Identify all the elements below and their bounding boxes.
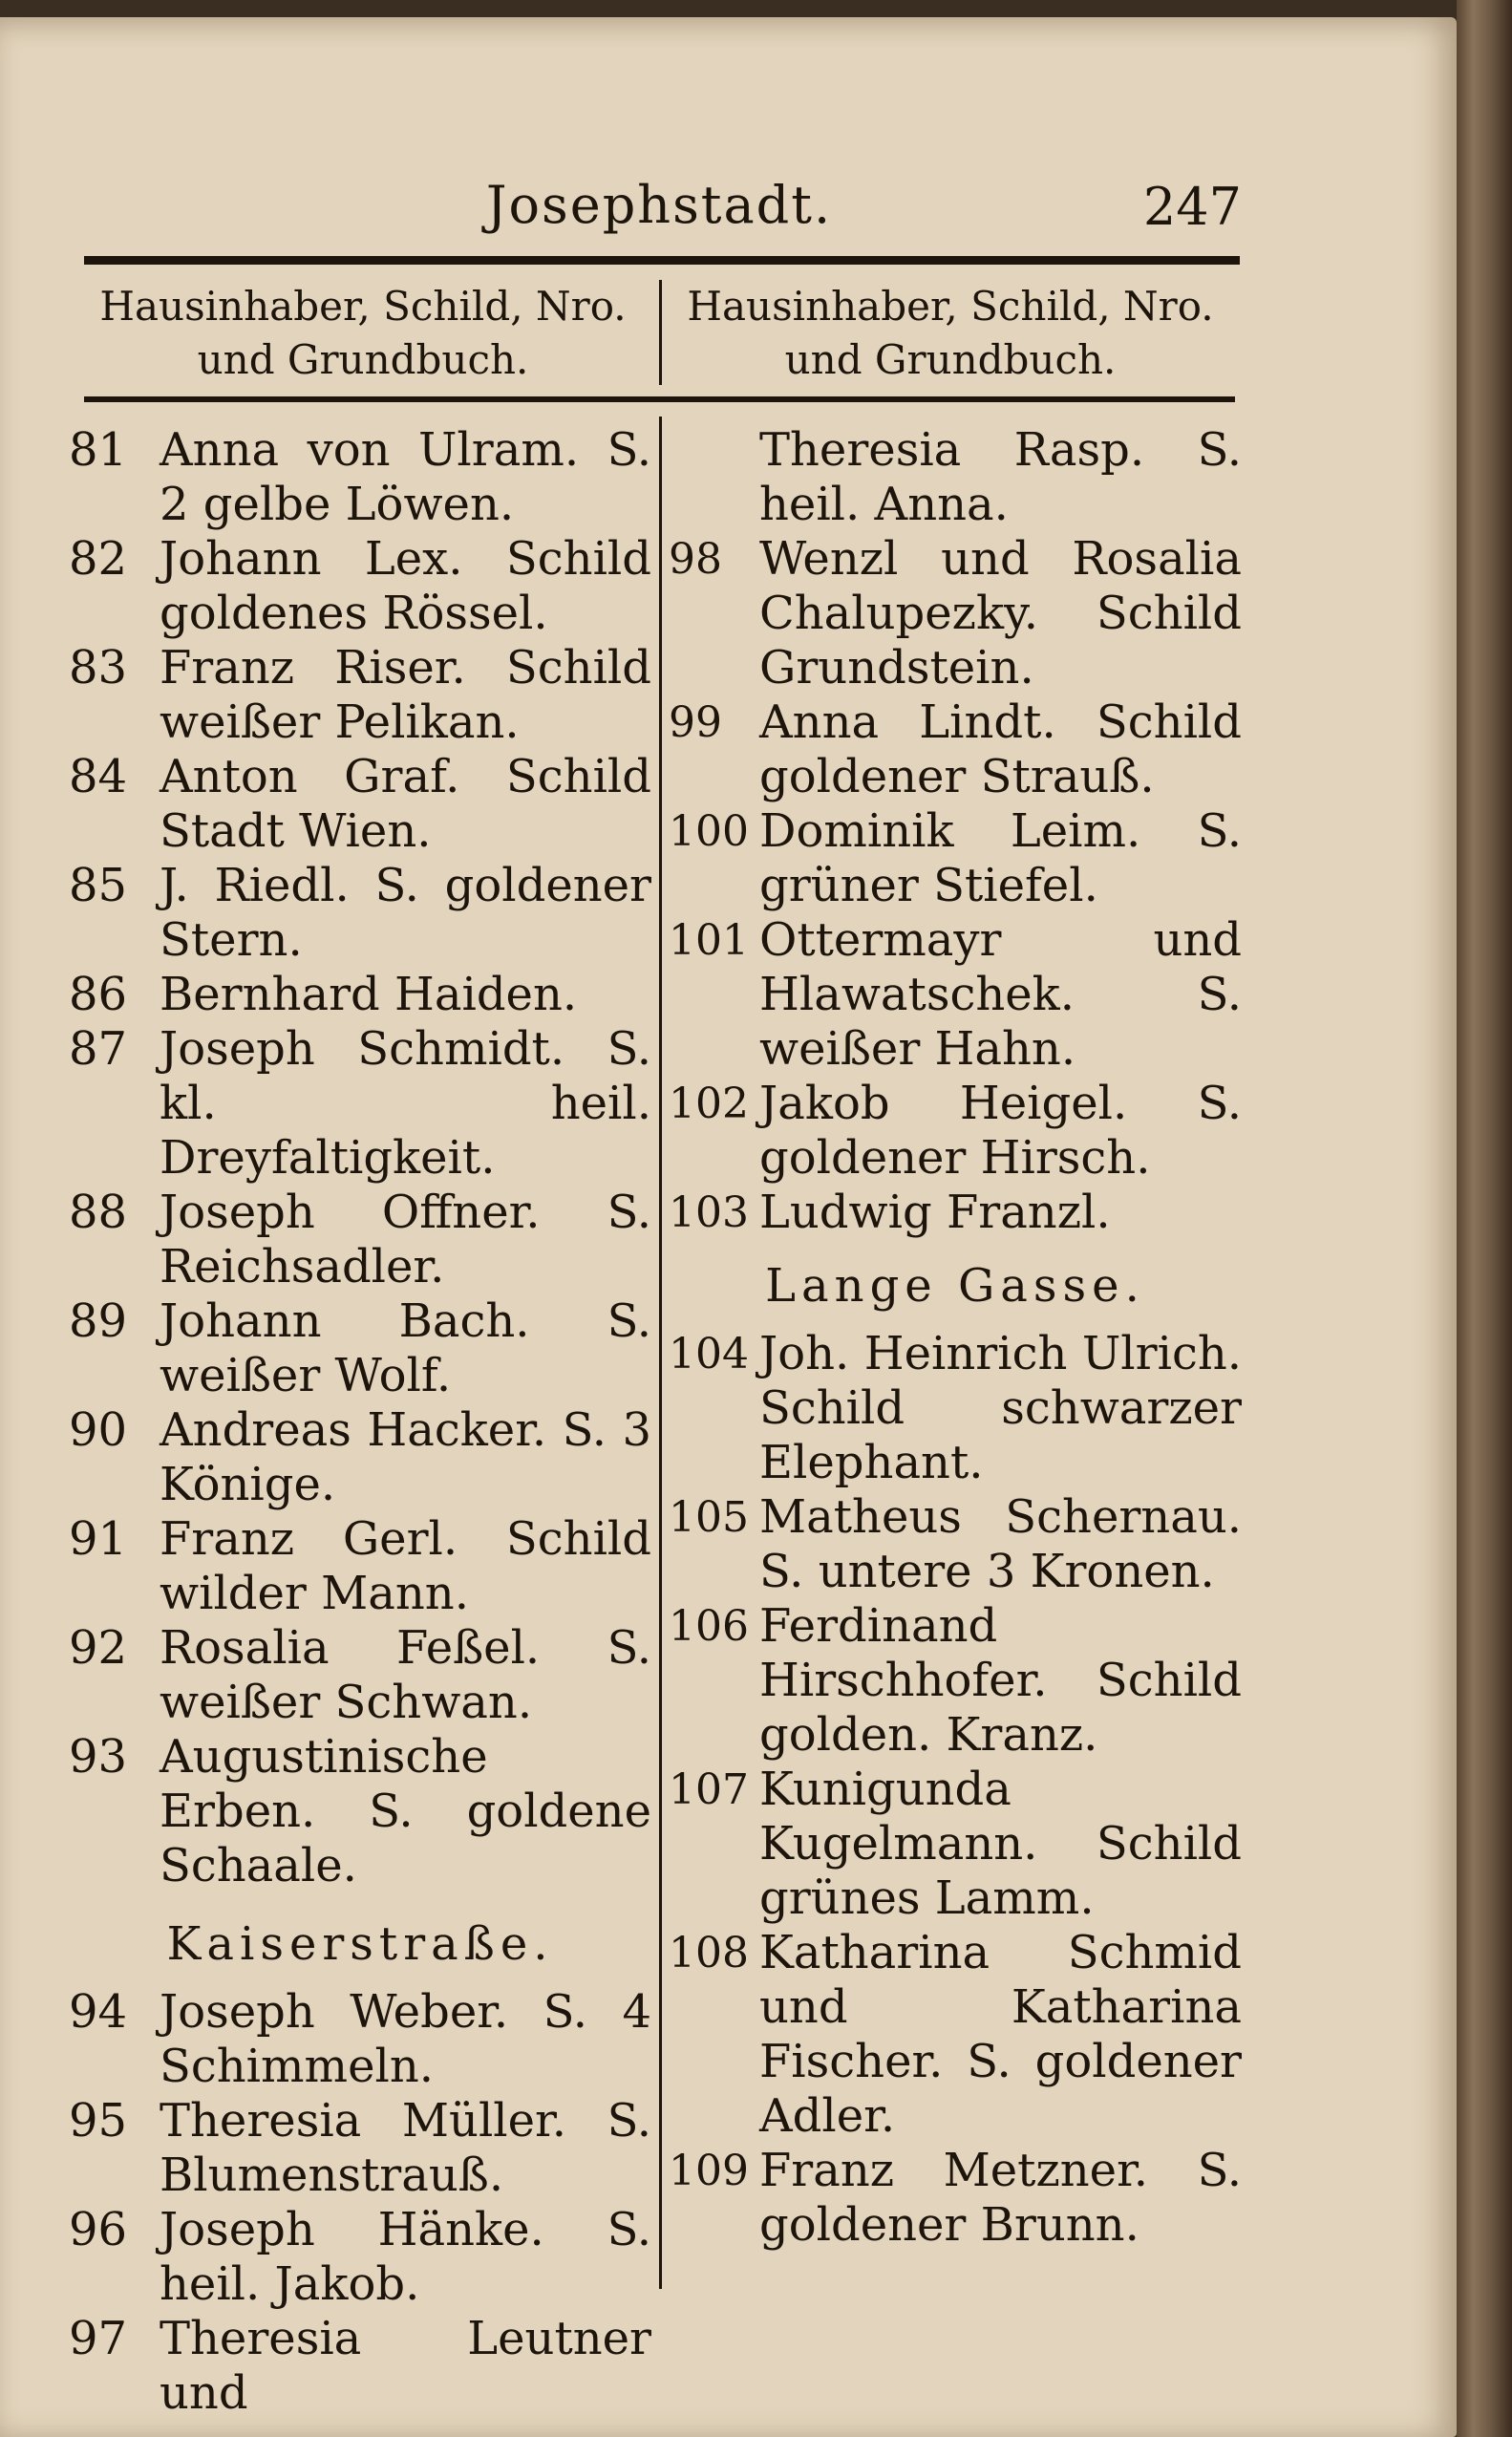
list-item [69,750,651,859]
column-header-right-line-1: Hausinhaber, Schild, Nro. [687,283,1214,330]
list-item [69,1730,651,1893]
entry-number: 102 [669,1080,749,1128]
entry-text: Bernhard Haiden. [160,968,578,1021]
list-item [69,859,651,968]
entry-text: Ferdinand Hirschhofer. Schild golden. Kranz. [759,1599,1242,1762]
list-item [69,968,651,1022]
entry-number: 87 [69,1022,128,1076]
entry-number: 97 [69,2312,128,2365]
list-item [669,804,1242,913]
list-item [669,1077,1242,1186]
entry-text: Anna Lindt. Schild goldener Strauß. [759,695,1242,803]
entry-text: Andreas Hacker. S. 3 Könige. [160,1403,651,1511]
entry-number: 107 [669,1765,749,1814]
list-item [69,2203,651,2312]
entry-text: Johann Lex. Schild goldenes Rössel. [160,532,651,640]
list-item [669,1926,1242,2144]
page-title: Josephstadt. [485,175,833,235]
list-item [69,532,651,641]
list-item [69,1403,651,1512]
list-item [69,1512,651,1621]
entry-number: 86 [69,968,128,1021]
entry-text: Katharina Schmid und Katharina Fischer. S. goldener Adler. [759,1926,1242,2143]
entry-text: Theresia Rasp. S. heil. Anna. [759,423,1242,531]
entry-number: 92 [69,1621,128,1675]
entry-text: Franz Metzner. S. goldener Brunn. [759,2144,1242,2252]
entry-text: Kunigunda Kugelmann. Schild grünes Lamm. [759,1763,1242,1925]
list-item [69,1985,651,2094]
entry-number: 109 [669,2147,749,2195]
entry-number: 99 [669,698,722,747]
header-rule [84,396,1235,402]
entry-text: Franz Riser. Schild weißer Pelikan. [160,641,651,749]
entry-number: 85 [69,859,128,912]
entry-number: 89 [69,1294,128,1348]
entry-number: 103 [669,1188,749,1237]
list-item [669,913,1242,1077]
header-column-divider [659,280,662,385]
entry-number: 100 [669,807,749,856]
list-item [69,1022,651,1186]
list-item [669,1327,1242,1490]
list-item-continuation [669,423,1242,532]
entry-number: 83 [69,641,128,695]
entry-number: 88 [69,1186,128,1239]
list-item [669,1763,1242,1926]
column-header-right [664,280,1237,387]
entry-text: Rosalia Feßel. S. weißer Schwan. [160,1621,651,1729]
page-number: 247 [1142,177,1242,237]
entry-number: 81 [69,423,128,477]
entry-number: 95 [69,2094,128,2148]
top-rule [84,256,1240,265]
column-header-left-line-2: und Grundbuch. [197,336,529,383]
entry-text: Theresia Leutner und [160,2312,651,2420]
list-item [669,532,1242,695]
entry-text: Wenzl und Rosalia Chalupezky. Schild Grundstein. [759,532,1242,695]
entry-text: Joh. Heinrich Ulrich. Schild schwarzer Elephant. [759,1327,1242,1489]
right-column [669,423,1242,2253]
entry-text: Ludwig Franzl. [759,1186,1111,1239]
entry-number: 84 [69,750,128,803]
entry-number: 82 [69,532,128,586]
entry-text: Johann Bach. S. weißer Wolf. [160,1294,651,1402]
entry-text: Jakob Heigel. S. goldener Hirsch. [759,1077,1242,1185]
list-item [69,1186,651,1294]
column-header-left-line-1: Hausinhaber, Schild, Nro. [99,283,627,330]
entry-text: Ottermayr und Hlawatschek. S. weißer Hahn. [759,913,1242,1076]
body-column-divider [659,417,662,2289]
entry-number: 93 [69,1730,128,1784]
entry-number: 94 [69,1985,128,2039]
entry-number: 96 [69,2203,128,2256]
entry-number: 101 [669,916,749,965]
entry-text: Matheus Schernau. S. untere 3 Kronen. [759,1490,1242,1598]
entry-text: Franz Gerl. Schild wilder Mann. [160,1512,651,1620]
column-header-left [76,280,650,387]
entry-number: 105 [669,1493,749,1542]
entry-text: Anton Graf. Schild Stadt Wien. [160,750,651,858]
entry-number: 106 [669,1602,749,1651]
entry-text: Joseph Hänke. S. heil. Jakob. [160,2203,651,2311]
list-item [69,2094,651,2203]
entry-number: 108 [669,1929,749,1977]
list-item [669,2144,1242,2253]
list-item [69,1621,651,1730]
entry-text: Joseph Weber. S. 4 Schimmeln. [160,1985,651,2093]
book-page-edge [1457,0,1512,2437]
entry-number: 90 [69,1403,128,1457]
entry-text: Joseph Schmidt. S. kl. heil. Dreyfaltigkeit. [160,1022,651,1185]
entry-text: J. Riedl. S. goldener Stern. [160,859,651,967]
entry-text: Augustinische Erben. S. goldene Schaale. [160,1730,651,1892]
column-header-right-line-2: und Grundbuch. [784,336,1117,383]
list-item [69,641,651,750]
entry-text: Theresia Müller. S. Blumenstrauß. [160,2094,651,2202]
left-column [69,423,651,2421]
list-item [669,1186,1242,1240]
entry-number: 104 [669,1330,749,1379]
list-item [69,2312,651,2421]
list-item [69,1294,651,1403]
running-head [76,165,1242,242]
entry-number: 98 [669,535,722,584]
section-heading-kaiserstrasse: Kaiserstraße. [166,1917,554,1971]
entry-text: Anna von Ulram. S. 2 gelbe Löwen. [160,423,651,531]
entry-text: Dominik Leim. S. grüner Stiefel. [759,804,1242,912]
list-item [669,1599,1242,1763]
list-item [669,695,1242,804]
list-item [69,423,651,532]
entry-text: Joseph Offner. S. Reichsadler. [160,1186,651,1293]
book-page [0,17,1457,2437]
entry-number: 91 [69,1512,128,1566]
section-heading-lange-gasse: Lange Gasse. [765,1259,1145,1313]
list-item [669,1490,1242,1599]
